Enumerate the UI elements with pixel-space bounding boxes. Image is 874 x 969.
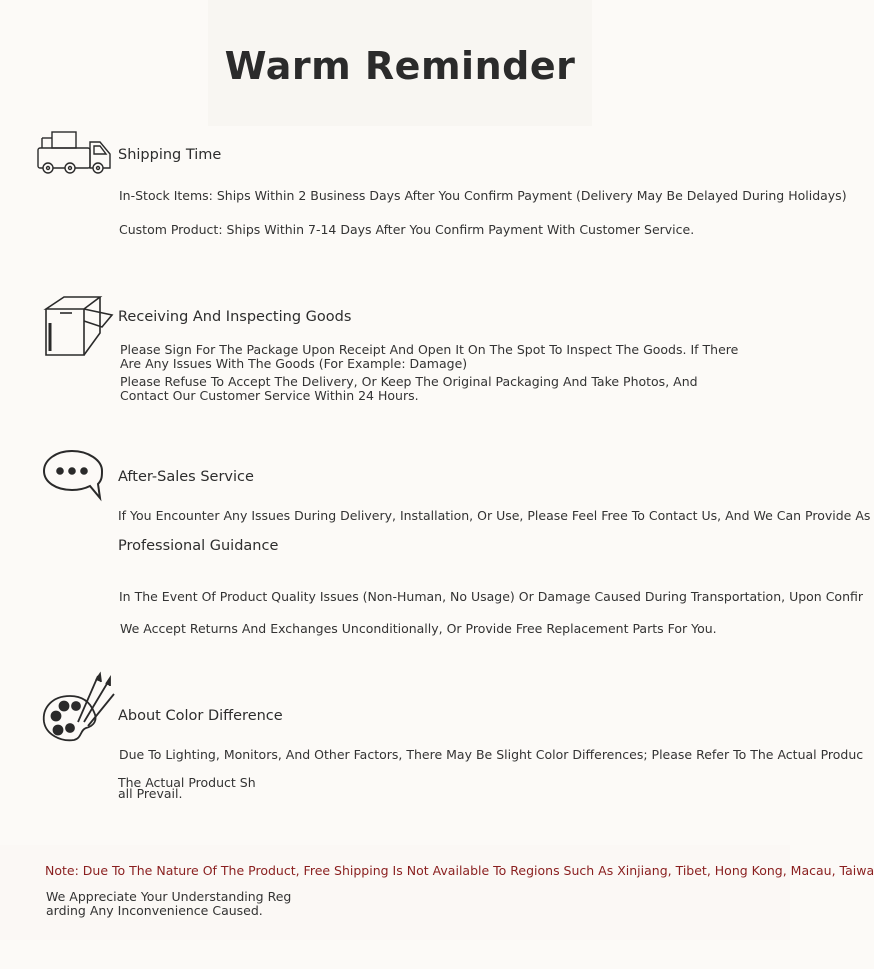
receiving-line-1: Please Sign For The Package Upon Receipt And Open It On The Spot To Inspect The Goods. If There Are Any Issues With The Goods (For Example: Damage) xyxy=(120,342,739,371)
color-line-1: Due To Lighting, Monitors, And Other Factors, There May Be Slight Color Differences; Please Refer To The Actual Produc xyxy=(119,747,864,762)
color-line-2b: all Prevail. xyxy=(118,786,183,801)
color-heading: About Color Difference xyxy=(118,708,283,724)
after-sales-heading: After-Sales Service xyxy=(118,469,254,485)
page-title: Warm Reminder xyxy=(224,44,576,88)
note-line-2b: arding Any Inconvenience Caused. xyxy=(46,903,263,918)
receiving-heading: Receiving And Inspecting Goods xyxy=(118,309,352,325)
shipping-heading: Shipping Time xyxy=(118,147,222,163)
note-line-2a: We Appreciate Your Understanding Reg xyxy=(46,889,292,904)
chat-bubble-icon xyxy=(42,448,104,502)
shipping-line-2: Custom Product: Ships Within 7-14 Days After You Confirm Payment With Customer Service. xyxy=(119,222,695,237)
receiving-line-2: Please Refuse To Accept The Delivery, Or Keep The Original Packaging And Take Photos, And Contact Our Customer Service Within 24 Hours. xyxy=(120,374,698,403)
truck-icon xyxy=(36,130,112,176)
box-icon xyxy=(42,293,116,361)
note-line-1: Note: Due To The Nature Of The Product, Free Shipping Is Not Available To Regions Such As Xinjiang, Tibet, Hong Kong, Macau, Taiwa xyxy=(45,863,874,878)
after-sales-line-3: We Accept Returns And Exchanges Unconditionally, Or Provide Free Replacement Parts For You. xyxy=(120,621,717,636)
after-sales-line-1: If You Encounter Any Issues During Delivery, Installation, Or Use, Please Feel Free To Contact Us, And We Can Provide As xyxy=(118,508,871,523)
paint-palette-icon xyxy=(40,672,118,744)
after-sales-subheading: Professional Guidance xyxy=(118,538,279,554)
after-sales-line-2: In The Event Of Product Quality Issues (Non-Human, No Usage) Or Damage Caused During Transportation, Upon Confir xyxy=(119,589,864,604)
shipping-line-1: In-Stock Items: Ships Within 2 Business Days After You Confirm Payment (Delivery May Be Delayed During Holidays) xyxy=(119,188,847,203)
color-line-2a: The Actual Product Sh xyxy=(118,775,256,790)
title-banner xyxy=(208,0,592,126)
